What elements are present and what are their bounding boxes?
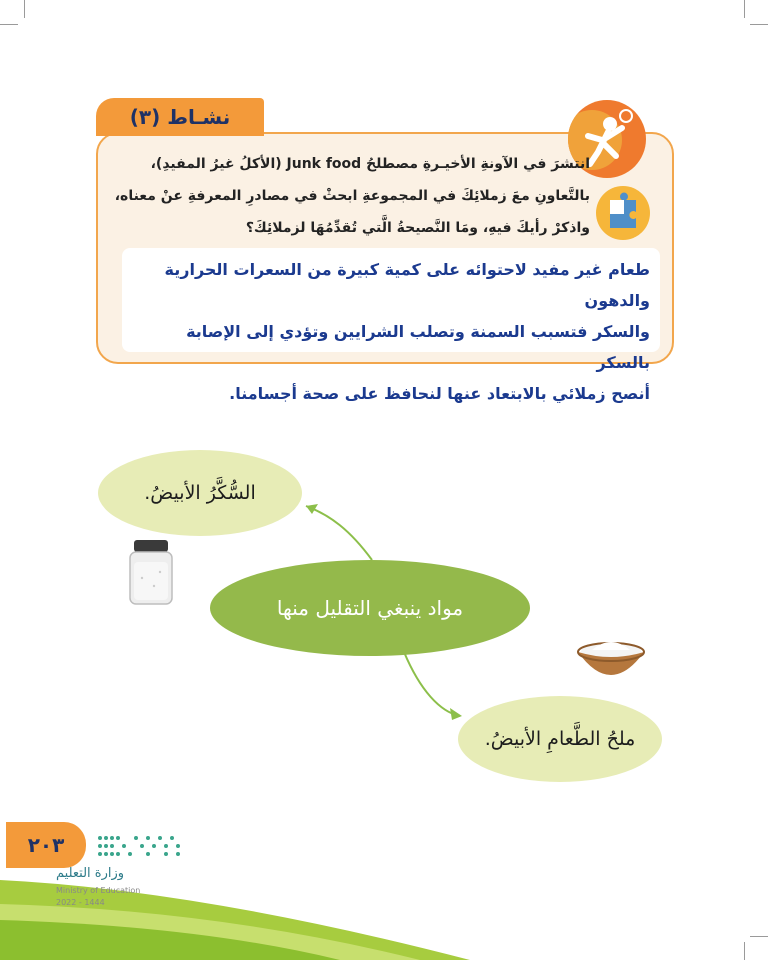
ministry-logo [96,832,182,862]
answer-line: والسكر فتسبب السمنة وتصلب الشرايين وتؤدي إلى الإصابة بالسكر [186,322,650,372]
question-line: واذكرْ رأيكَ فيهِ، ومَا النَّصيحةُ الَّتي تُقدِّمُهَا لزملائِكَ؟ [245,220,590,236]
answer-line: طعام غير مفيد لاحتوائه على كمية كبيرة من السعرات الحرارية والدهون [164,260,650,310]
question-line: انتشرَ في الآونةِ الأخيـرةِ مصطلحُ Junk food (الأكلُ غيرُ المفيدِ)، [150,156,590,172]
answer-line: أنصح زملائي بالابتعاد عنها لنحافظ على صحة أجسامنا. [229,384,650,403]
ministry-name-ar: وزارة التعليم [56,866,125,881]
sugar-bubble: السُّكَّرُ الأبيضُ. [98,450,302,536]
center-bubble: مواد ينبغي التقليل منها [210,560,530,656]
ministry-name-en: Ministry of Education [56,886,141,895]
activity-tab: نشـاط (٣) [96,98,264,136]
sugar-jar-icon [126,538,176,606]
question-line: بالتَّعاونِ معَ زملائِكَ في المجموعةِ ابحثْ في مصادرِ المعرفةِ عنْ معناه، [114,188,590,204]
salt-bowl-icon [574,632,648,686]
salt-bubble: ملحُ الطَّعامِ الأبيضُ. [458,696,662,782]
page-number: ٢٠٣ [6,822,86,868]
edition-year: 2022 - 1444 [56,898,105,907]
